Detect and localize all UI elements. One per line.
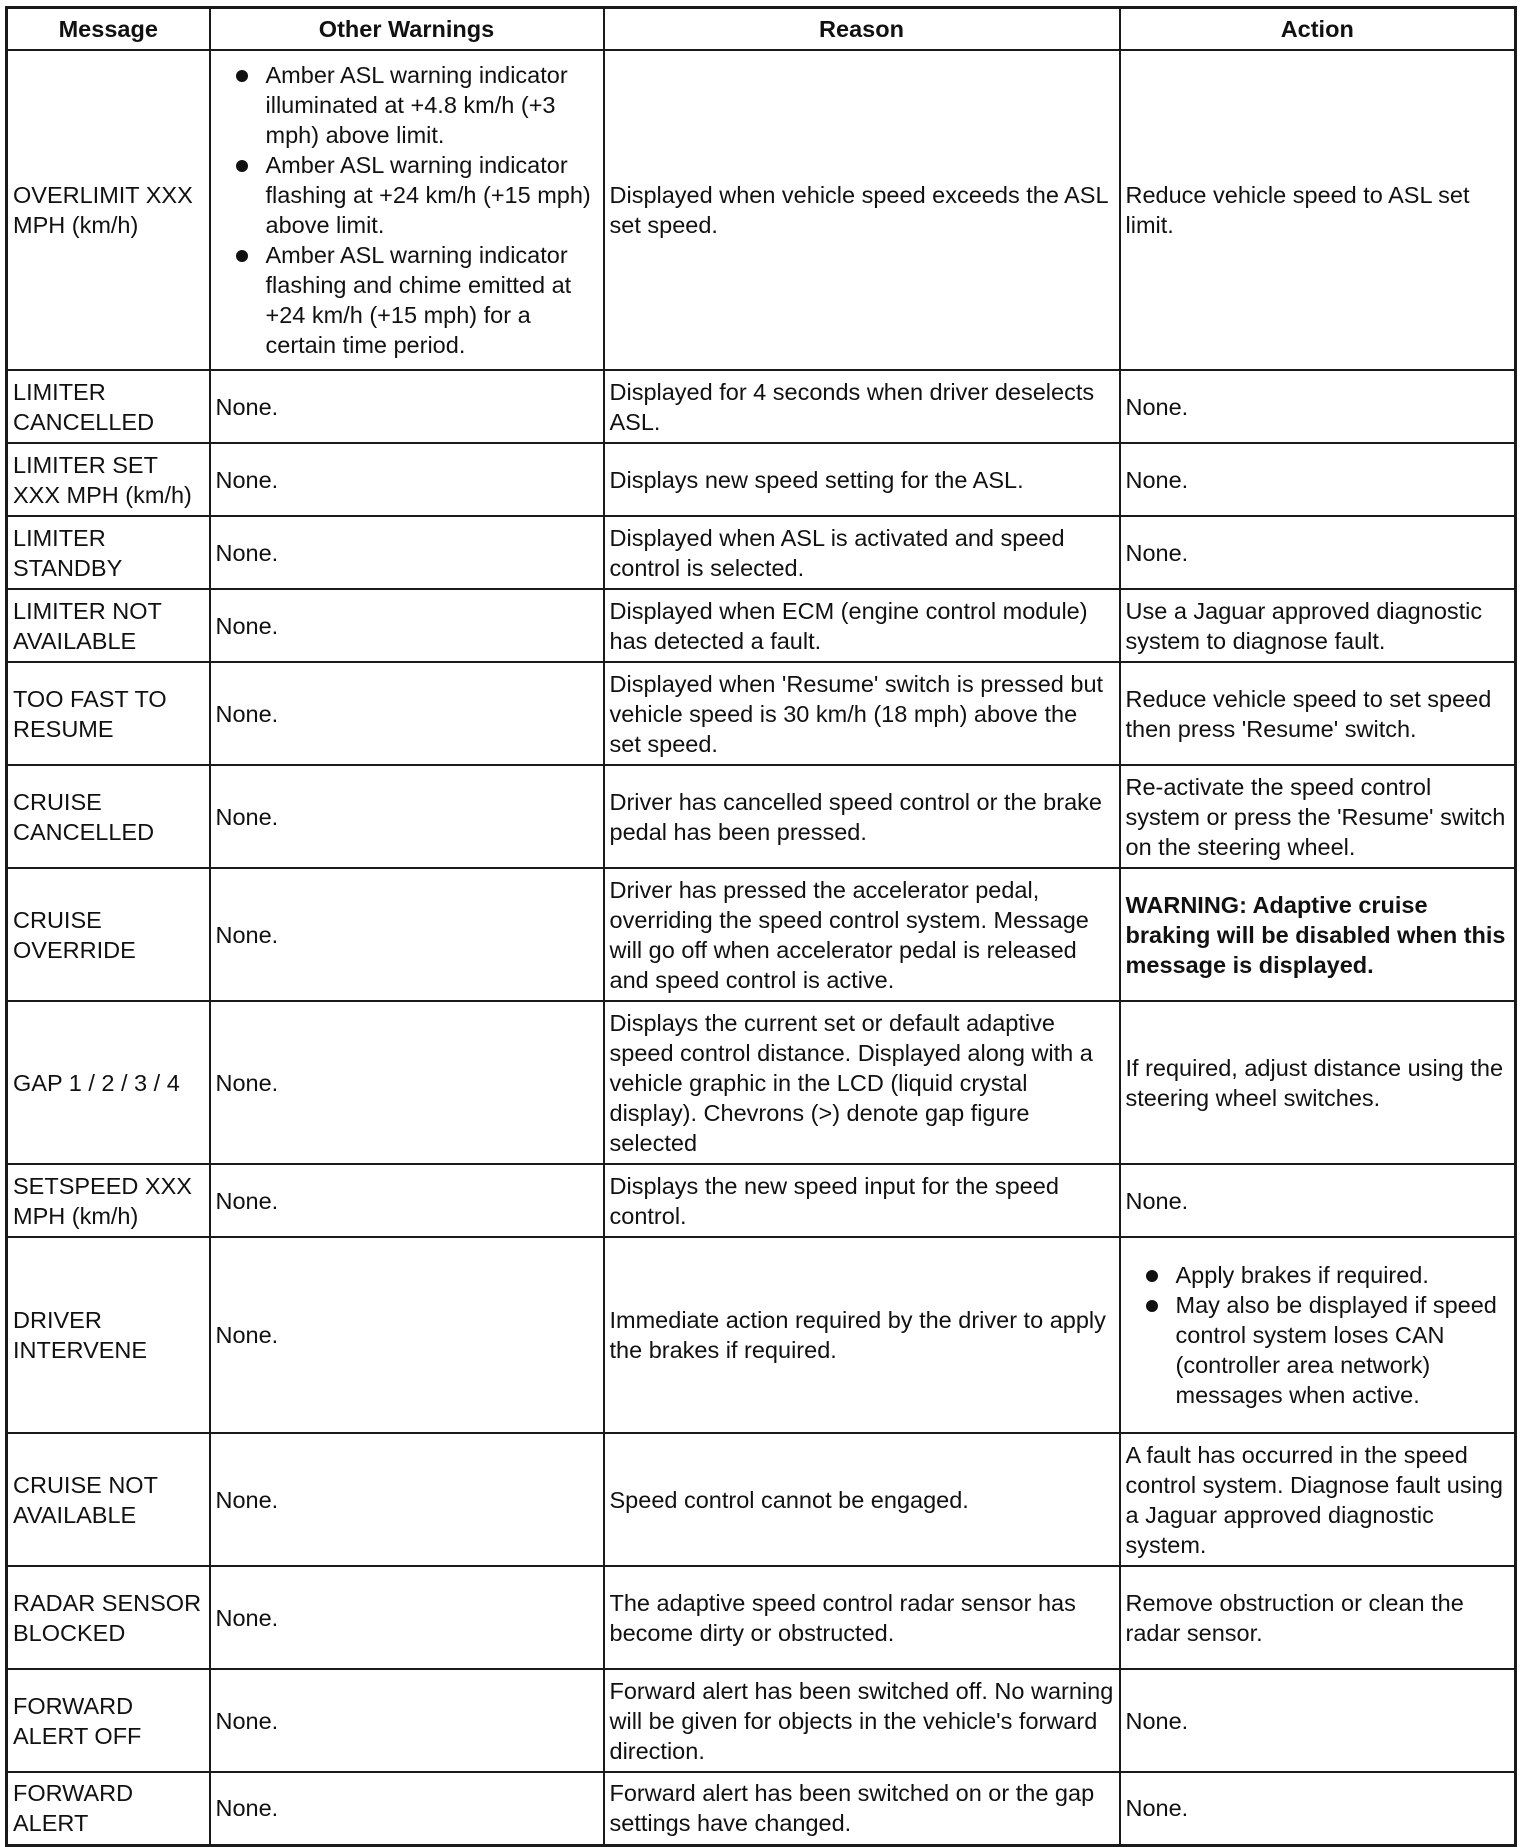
reason-cell: Displays the current set or default adaptive speed control distance. Displayed along with a vehicle graphic in the LCD (liquid crystal display). Chevrons (>) denote gap figure selected — [604, 1001, 1120, 1164]
bullet-icon — [236, 160, 248, 172]
list-item-text: Amber ASL warning indicator flashing at +24 km/h (+15 mph) above limit. — [265, 152, 591, 238]
table-row — [7, 443, 1516, 516]
other-warnings-cell: None. — [210, 1001, 604, 1164]
table-row — [7, 1566, 1516, 1669]
reason-cell: Displayed when vehicle speed exceeds the ASL set speed. — [604, 50, 1120, 370]
action-list — [1126, 1260, 1511, 1410]
action-cell: If required, adjust distance using the steering wheel switches. — [1120, 1001, 1516, 1164]
table-row — [7, 50, 1516, 370]
action-cell: Re-activate the speed control system or press the 'Resume' switch on the steering wheel. — [1120, 765, 1516, 868]
other-warnings-cell: None. — [210, 662, 604, 765]
reason-cell: Forward alert has been switched on or the gap settings have changed. — [604, 1772, 1120, 1845]
action-cell: None. — [1120, 1164, 1516, 1237]
header-action: Action — [1120, 8, 1516, 51]
list-item — [216, 60, 599, 150]
message-cell: LIMITER SET XXX MPH (km/h) — [7, 443, 210, 516]
list-item-text: Amber ASL warning indicator flashing and chime emitted at +24 km/h (+15 mph) for a certain time period. — [265, 242, 572, 358]
table-row — [7, 662, 1516, 765]
action-warning-cell: WARNING: Adaptive cruise braking will be disabled when this message is displayed. — [1120, 868, 1516, 1001]
reason-cell: Driver has cancelled speed control or the brake pedal has been pressed. — [604, 765, 1120, 868]
message-cell: SETSPEED XXX MPH (km/h) — [7, 1164, 210, 1237]
message-cell: RADAR SENSOR BLOCKED — [7, 1566, 210, 1669]
message-cell: TOO FAST TO RESUME — [7, 662, 210, 765]
message-cell: FORWARD ALERT — [7, 1772, 210, 1845]
other-warnings-cell: None. — [210, 370, 604, 443]
message-cell: LIMITER CANCELLED — [7, 370, 210, 443]
list-item — [216, 240, 599, 360]
action-cell: Reduce vehicle speed to set speed then press 'Resume' switch. — [1120, 662, 1516, 765]
action-cell: None. — [1120, 1772, 1516, 1845]
bullet-icon — [236, 250, 248, 262]
list-item — [1126, 1260, 1511, 1290]
action-cell: None. — [1120, 443, 1516, 516]
action-cell: Reduce vehicle speed to ASL set limit. — [1120, 50, 1516, 370]
bullet-icon — [1146, 1270, 1158, 1282]
action-cell — [1120, 1237, 1516, 1433]
message-cell: CRUISE OVERRIDE — [7, 868, 210, 1001]
list-item-text: May also be displayed if speed control system loses CAN (controller area network) messages when active. — [1175, 1292, 1497, 1408]
message-cell: GAP 1 / 2 / 3 / 4 — [7, 1001, 210, 1164]
table-row — [7, 1164, 1516, 1237]
other-warnings-cell: None. — [210, 443, 604, 516]
other-warnings-list — [216, 60, 599, 360]
action-cell: None. — [1120, 516, 1516, 589]
reason-cell: Speed control cannot be engaged. — [604, 1433, 1120, 1566]
other-warnings-cell: None. — [210, 868, 604, 1001]
message-cell: CRUISE NOT AVAILABLE — [7, 1433, 210, 1566]
other-warnings-cell — [210, 50, 604, 370]
other-warnings-cell: None. — [210, 1566, 604, 1669]
action-cell: Remove obstruction or clean the radar sensor. — [1120, 1566, 1516, 1669]
message-cell: DRIVER INTERVENE — [7, 1237, 210, 1433]
reason-cell: Displayed for 4 seconds when driver deselects ASL. — [604, 370, 1120, 443]
table-row — [7, 516, 1516, 589]
table-row — [7, 589, 1516, 662]
reason-cell: Displayed when 'Resume' switch is pressed but vehicle speed is 30 km/h (18 mph) above the set speed. — [604, 662, 1120, 765]
bullet-icon — [1146, 1300, 1158, 1312]
reason-cell: Forward alert has been switched off. No warning will be given for objects in the vehicle's forward direction. — [604, 1669, 1120, 1772]
action-cell: None. — [1120, 370, 1516, 443]
list-item — [216, 150, 599, 240]
reason-cell: Driver has pressed the accelerator pedal, overriding the speed control system. Message will go off when accelerator pedal is released and speed control is active. — [604, 868, 1120, 1001]
table-row — [7, 868, 1516, 1001]
table-row — [7, 765, 1516, 868]
reason-cell: Displayed when ECM (engine control module) has detected a fault. — [604, 589, 1120, 662]
reason-cell: Immediate action required by the driver to apply the brakes if required. — [604, 1237, 1120, 1433]
reason-cell: Displayed when ASL is activated and speed control is selected. — [604, 516, 1120, 589]
table-row — [7, 1669, 1516, 1772]
header-message: Message — [7, 8, 210, 51]
table-row — [7, 1001, 1516, 1164]
list-item-text: Apply brakes if required. — [1175, 1262, 1429, 1288]
table-row — [7, 1772, 1516, 1845]
other-warnings-cell: None. — [210, 516, 604, 589]
list-item-text: Amber ASL warning indicator illuminated at +4.8 km/h (+3 mph) above limit. — [265, 62, 568, 148]
action-cell: A fault has occurred in the speed control system. Diagnose fault using a Jaguar approved diagnostic system. — [1120, 1433, 1516, 1566]
reason-cell: Displays the new speed input for the speed control. — [604, 1164, 1120, 1237]
bullet-icon — [236, 70, 248, 82]
table-row — [7, 1237, 1516, 1433]
table-header-row — [7, 8, 1516, 51]
table-row — [7, 1433, 1516, 1566]
other-warnings-cell: None. — [210, 1669, 604, 1772]
other-warnings-cell: None. — [210, 1433, 604, 1566]
message-cell: CRUISE CANCELLED — [7, 765, 210, 868]
document-sheet — [5, 6, 1517, 1847]
other-warnings-cell: None. — [210, 1237, 604, 1433]
other-warnings-cell: None. — [210, 1164, 604, 1237]
message-cell: OVERLIMIT XXX MPH (km/h) — [7, 50, 210, 370]
action-cell: Use a Jaguar approved diagnostic system to diagnose fault. — [1120, 589, 1516, 662]
reason-cell: The adaptive speed control radar sensor has become dirty or obstructed. — [604, 1566, 1120, 1669]
header-reason: Reason — [604, 8, 1120, 51]
message-cell: FORWARD ALERT OFF — [7, 1669, 210, 1772]
other-warnings-cell: None. — [210, 589, 604, 662]
warning-messages-table — [5, 6, 1517, 1847]
other-warnings-cell: None. — [210, 1772, 604, 1845]
header-other-warnings: Other Warnings — [210, 8, 604, 51]
list-item — [1126, 1290, 1511, 1410]
message-cell: LIMITER STANDBY — [7, 516, 210, 589]
other-warnings-cell: None. — [210, 765, 604, 868]
action-cell: None. — [1120, 1669, 1516, 1772]
table-row — [7, 370, 1516, 443]
reason-cell: Displays new speed setting for the ASL. — [604, 443, 1120, 516]
message-cell: LIMITER NOT AVAILABLE — [7, 589, 210, 662]
